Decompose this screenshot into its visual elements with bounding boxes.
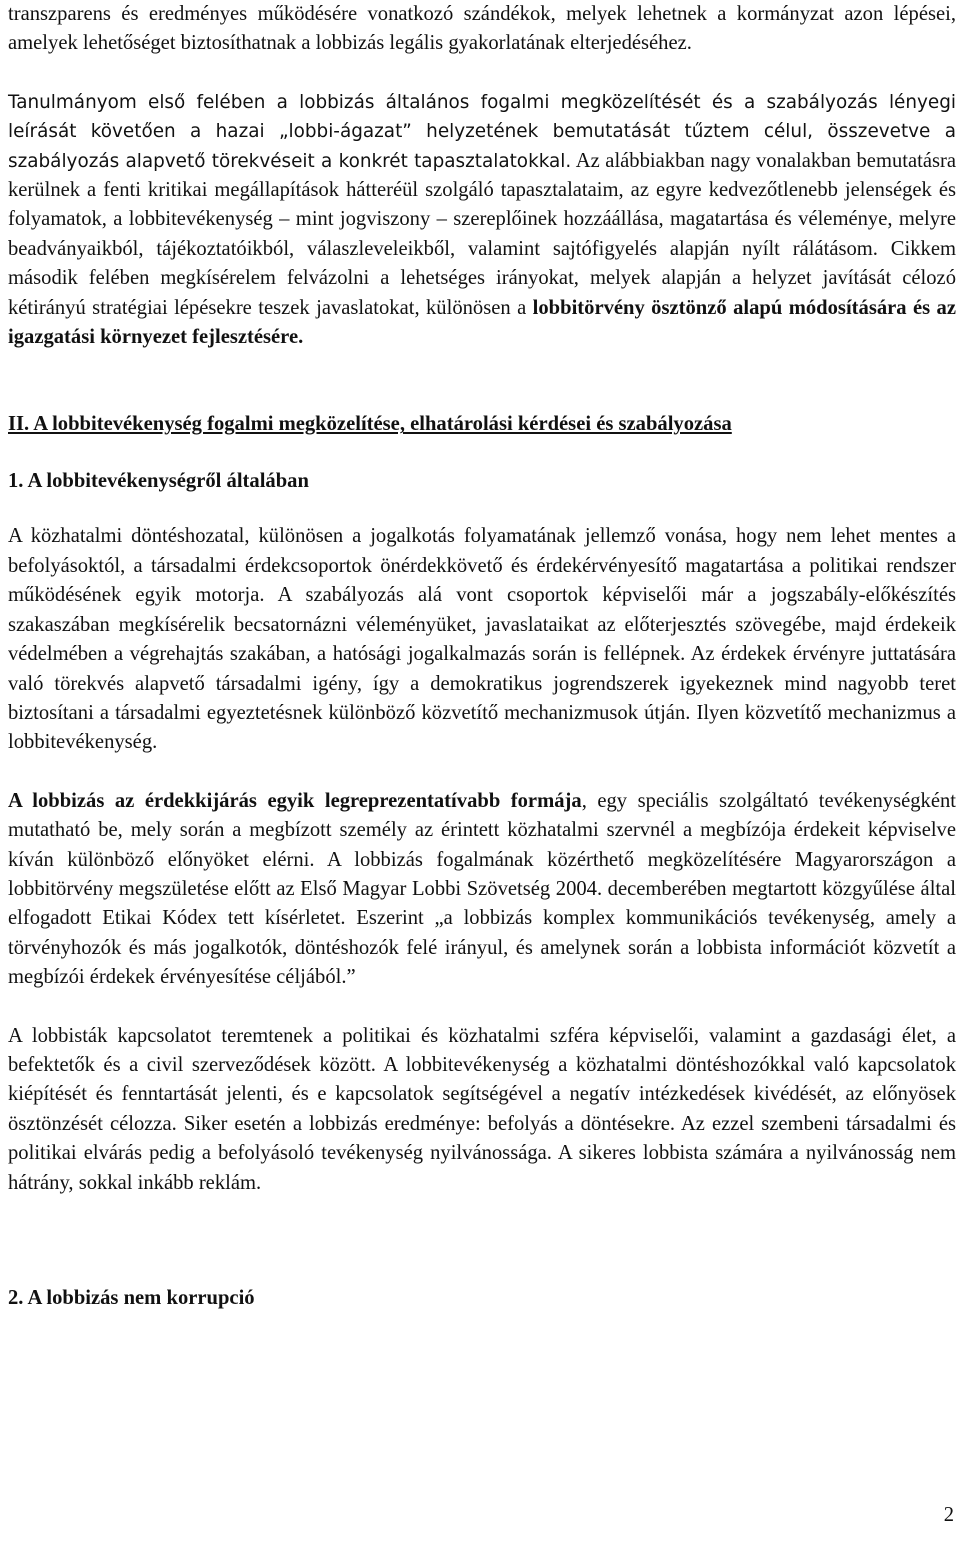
paragraph-lobbyists-connections: A lobbisták kapcsolatot teremtenek a politikai és közhatalmi szféra képviselői, valamint a gazdasági élet, a befektetők és a civil szerveződések között. A lobbitevékenység a közhatalmi döntéshozókkal való kapcsolatok kiépítését és fenntartását jelenti, és e kapcsolatok segítségével a negatív intézkedések kivédését, az előnyösek ösztönzését célozza. Siker esetén a lobbizás eredménye: befolyás a döntésekre. Az ezzel szembeni társadalmi és politikai elvárás pedig a befolyásoló tevékenység nyilvánossága. A sikeres lobbista számára a nyilvánosság nem hátrány, sokkal inkább reklám. xyxy=(8,1024,956,1194)
paragraph-lobbying-form-text: , egy speciális szolgáltató tevékenységként mutatható be, mely során a megbízott személy az érintett közhatalmi szervnél a megbízója érdekeit képviselve kíván különböző előnyöket elérni. A lobbizás fogalmának közérthető megközelítésére Magyarországon a lobbitörvény megszületése előtt az Első Magyar Lobbi Szövetség 2004. decemberében megtartott közgyűlése által elfogadott Etikai Kódex tett kísérletet. Eszerint „a lobbizás komplex kommunikációs tevékenység, amely a törvényhozók és más jogalkotók, döntéshozók felé irányul, és amelynek során a lobbista információt közvetít a megbízói érdekek érvényesítése céljából.” xyxy=(8,789,956,989)
document-page xyxy=(8,0,956,1313)
subheading-not-corruption: 2. A lobbizás nem korrupció xyxy=(8,1287,255,1309)
paragraph-lobbying-form xyxy=(8,787,956,993)
paragraph-decision-making: A közhatalmi döntéshozatal, különösen a jogalkotás folyamatának jellemző vonása, hogy nem lehet mentes a befolyásoktól, a társadalmi érdekcsoportok önérdekkövető és érdekérvényesítő magatartása a politikai rendszer működésének egyik motorja. A szabályozás alá vont csoportok képviselői már a jogszabály-előkészítés szakaszában megkísérelik becsatornázni véleményüket, javaslataikat az előterjesztés szövegébe, majd érdekeik védelmében a végrehajtás szakában, a hatósági jogalkalmazás során is fellépnek. Az érdekek érvényre juttatására való törekvés alapvető társadalmi igény, így a demokratikus jogrendszerek igyekeznek mind nagyobb teret biztosítani a társadalmi egyeztetésnek különböző közvetítő mechanizmusok útján. Ilyen közvetítő mechanizmus a lobbitevékenység. xyxy=(8,525,956,754)
intro-body-text: Az alábbiakban nagy vonalakban bemutatásra kerülnek a fenti kritikai megállapítások hátteréül szolgáló tapasztalataim, az egyre kedvezőtlenebb jelenségek és folyamatok, a lobbitevékenység – mint jogviszony – szereplőinek hozzáállása, magatartása és véleménye, melyre beadványaikból, tájékoztatóikból, válaszleveleikből, valamint sajtófigyelés alapján nyílt rálátásom. Cikkem második felében megkísérelem felvázolni a lehetséges irányokat, melyek alapján a helyzet javítását célozó kétirányú stratégiai lépésekre teszek javaslatokat, különösen a xyxy=(8,149,956,319)
subheading-lobbying-general: 1. A lobbitevékenységről általában xyxy=(8,470,309,493)
intro-sans-text: Tanulmányom első felében a lobbizás általános fogalmi megközelítését és a szabályozás lényegi leírását követően a hazai „lobbi-ágazat” helyzetének bemutatását tűztem célul, összevetve a szabályozás alapvető törekvéseit a konkrét tapasztalatokkal. xyxy=(8,91,956,172)
intro-bold-text: lobbitörvény ösztönző alapú módosítására és az igazgatási környezet fejlesztésére. xyxy=(8,296,956,349)
section-heading: II. A lobbitevékenység fogalmi megközelítése, elhatárolási kérdései és szabályozása xyxy=(8,413,732,436)
intro-paragraph xyxy=(8,88,956,353)
paragraph-lobbying-form-bold: A lobbizás az érdekkijárás egyik legreprezentatívabb formája xyxy=(8,789,582,812)
intro-continuation-paragraph: transzparens és eredményes működésére vonatkozó szándékok, melyek lehetnek a kormányzat azon lépései, amelyek lehetőséget biztosíthatnak a lobbizás legális gyakorlatának elterjedéséhez. xyxy=(8,3,956,55)
page-number: 2 xyxy=(943,1504,954,1526)
